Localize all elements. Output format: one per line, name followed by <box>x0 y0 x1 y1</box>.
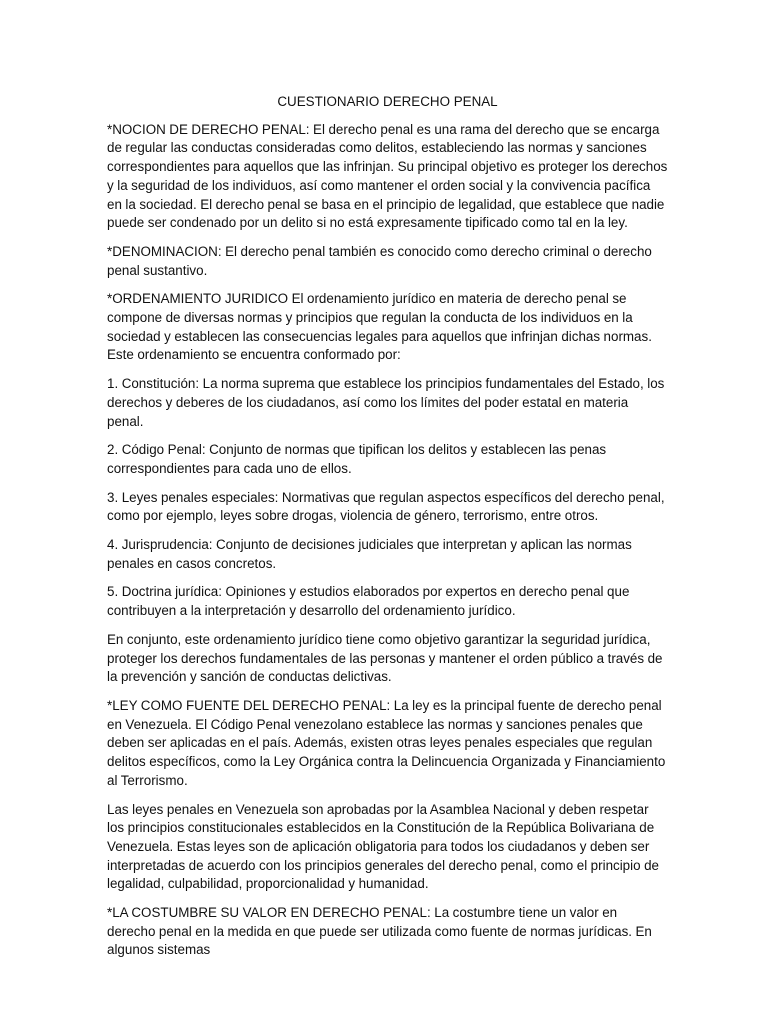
list-item-constitucion: 1. Constitución: La norma suprema que establece los principios fundamentales del Estado, los derechos y deberes de los ciudadanos, así como los límites del poder estatal en materia penal. <box>107 376 665 429</box>
paragraph-leyes-venezuela: Las leyes penales en Venezuela son aprobadas por la Asamblea Nacional y deben respetar los principios constitucionales establecidos en la Constitución de la República Bolivariana de Venezuela. Estas leyes son de aplicación obligatoria para todos los ciudadanos y deben ser interpretadas de acuerdo con los principios generales del derecho penal, como el principio de legalidad, culpabilidad, proporcionalidad y humanidad. <box>107 801 659 892</box>
list-item-leyes-especiales: 3. Leyes penales especiales: Normativas que regulan aspectos específicos del derecho penal, como por ejemplo, leyes sobre drogas, violencia de género, terrorismo, entre otros. <box>107 489 665 524</box>
list-item-codigo-penal: 2. Código Penal: Conjunto de normas que tipifican los delitos y establecen las penas correspondientes para cada uno de ellos. <box>107 442 607 476</box>
document-title: CUESTIONARIO DERECHO PENAL <box>277 94 498 109</box>
list-item-doctrina: 5. Doctrina jurídica: Opiniones y estudios elaborados por expertos en derecho penal que contribuyen a la interpretación y desarrollo del ordenamiento jurídico. <box>107 584 630 619</box>
paragraph-nocion: *NOCION DE DERECHO PENAL: El derecho penal es una rama del derecho que se encarga de regular las conductas consideradas como delitos, estableciendo las normas y sanciones correspondientes para aquellos que las infrinjan. Su principal objetivo es proteger los derechos y la seguridad de los individuos, así como mantener el orden social y la convivencia pacífica en la sociedad. El derecho penal se basa en el principio de legalidad, que establece que nadie puede ser condenado por un delito si no está expresamente tipificado como tal en la ley. <box>107 121 668 231</box>
paragraph-denominacion: *DENOMINACION: El derecho penal también es conocido como derecho criminal o derecho penal sustantivo. <box>107 243 652 278</box>
list-item-jurisprudencia: 4. Jurisprudencia: Conjunto de decisiones judiciales que interpretan y aplican las normas penales en casos concretos. <box>107 537 632 571</box>
paragraph-ley-fuente: *LEY COMO FUENTE DEL DERECHO PENAL: La ley es la principal fuente de derecho penal en Venezuela. El Código Penal venezolano establece las normas y sanciones penales que deben ser aplicadas en el país. Además, existen otras leyes penales especiales que regulan delitos específicos, como la Ley Orgánica contra la Delincuencia Organizada y Financiamiento al Terrorismo. <box>107 697 666 788</box>
paragraph-en-conjunto: En conjunto, este ordenamiento jurídico tiene como objetivo garantizar la seguridad jurídica, proteger los derechos fundamentales de las personas y mantener el orden público a través de la prevención y sanción de conductas delictivas. <box>107 631 663 685</box>
paragraph-costumbre: *LA COSTUMBRE SU VALOR EN DERECHO PENAL: La costumbre tiene un valor en derecho penal en la medida en que puede ser utilizada como fuente de normas jurídicas. En algunos sistemas <box>107 905 652 958</box>
paragraph-ordenamiento: *ORDENAMIENTO JURIDICO El ordenamiento jurídico en materia de derecho penal se compone de diversas normas y principios que regulan la conducta de los individuos en la sociedad y establecen las consecuencias legales para aquellos que infrinjan dichas normas. Este ordenamiento se encuentra conformado por: <box>107 291 652 363</box>
